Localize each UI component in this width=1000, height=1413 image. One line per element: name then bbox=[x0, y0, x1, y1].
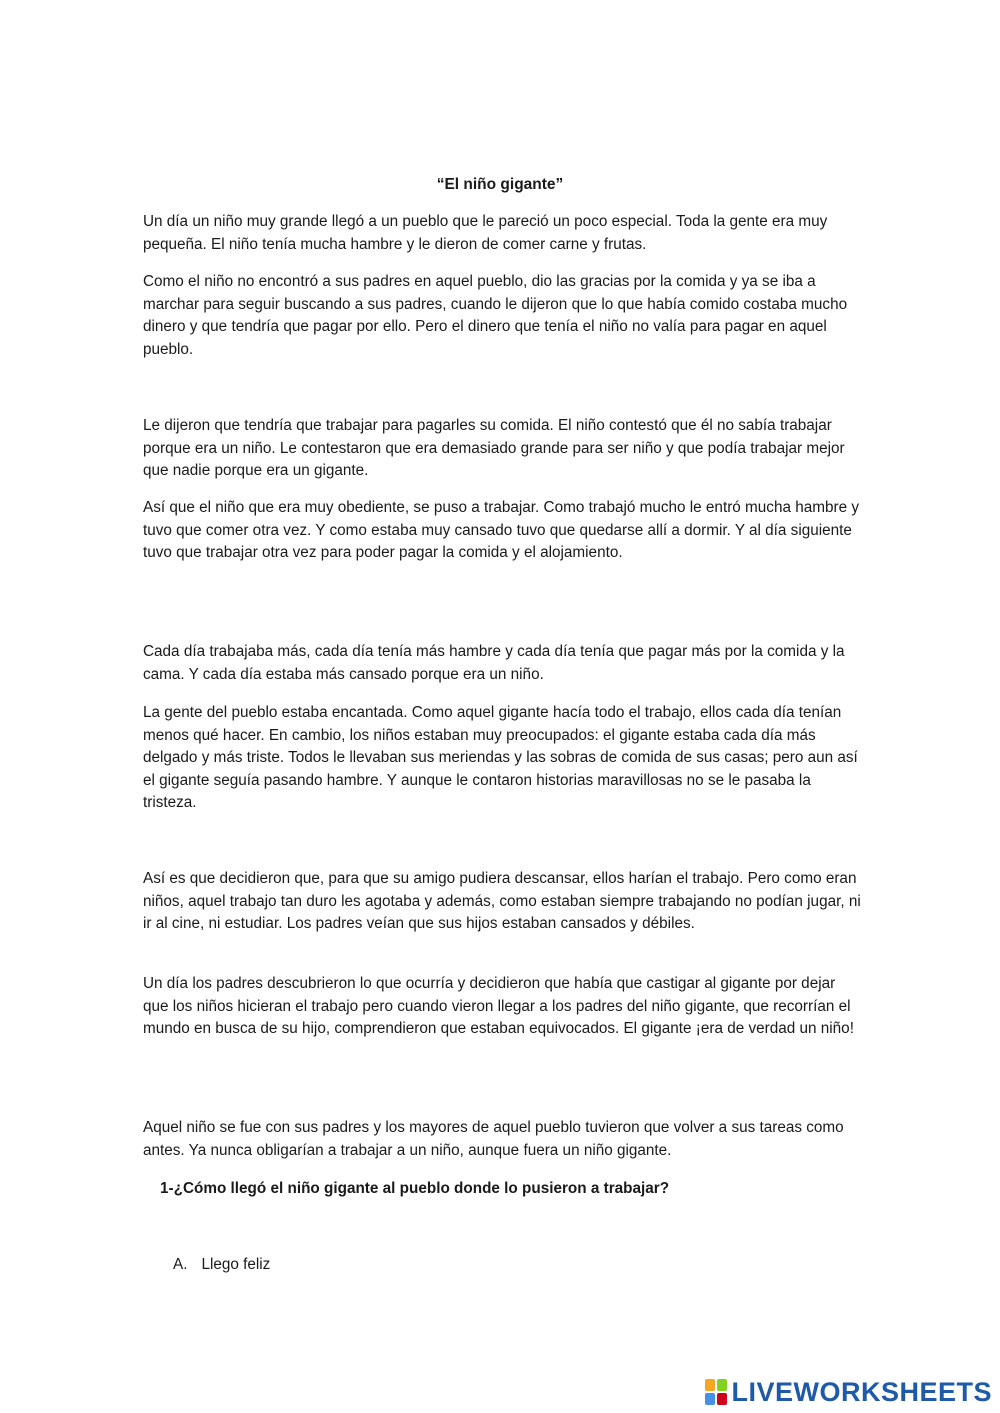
paragraph-7: Así es que decidieron que, para que su amigo pudiera descansar, ellos harían el trabajo. Pero como eran niños, aquel trabajo tan duro les agotaba y además, como estaban siempre trabajando no podían jugar, ni ir al cine, ni estudiar. Los padres veían que sus hijos estaban cansados y débiles. bbox=[143, 870, 861, 933]
question-1: 1-¿Cómo llegó el niño gigante al pueblo donde lo pusieron a trabajar? bbox=[160, 1180, 670, 1197]
brand-wordmark: LIVEWORKSHEETS bbox=[731, 1376, 992, 1407]
option-text: Llego feliz bbox=[201, 1256, 271, 1273]
paragraph-2: Como el niño no encontró a sus padres en aquel pueblo, dio las gracias por la comida y ya se iba a marchar para seguir buscando a sus padres, cuando le dijeron que lo que había comido costaba mucho dinero y que tendría que pagar por ello. Pero el dinero que tenía el niño no valía para pagar en aquel pueblo. bbox=[143, 273, 848, 358]
document-title: “El niño gigante” bbox=[436, 176, 564, 193]
paragraph-6: La gente del pueblo estaba encantada. Como aquel gigante hacía todo el trabajo, ellos cada día tenían menos qué hacer. En cambio, los niños estaban muy preocupados: el gigante estaba cada día más delgado y más triste. Todos le llevaban sus meriendas y las sobras de comida de sus casas; pero aun así el gigante seguía pasando hambre. Y aunque le contaron historias maravillosas no se le pasaba la tristeza. bbox=[143, 704, 858, 812]
option-letter: A. bbox=[173, 1256, 188, 1273]
paragraph-3: Le dijeron que tendría que trabajar para pagarles su comida. El niño contestó que él no sabía trabajar porque era un niño. Le contestaron que era demasiado grande para ser niño y que podía trabajar mejor que nadie porque era un gigante. bbox=[143, 417, 845, 480]
paragraph-1: Un día un niño muy grande llegó a un pueblo que le pareció un poco especial. Toda la gente era muy pequeña. El niño tenía mucha hambre y le dieron de comer carne y frutas. bbox=[143, 213, 828, 253]
liveworksheets-logo-icon bbox=[705, 1379, 727, 1405]
answer-option-a[interactable] bbox=[173, 1254, 270, 1276]
liveworksheets-brand bbox=[705, 1375, 992, 1409]
paragraph-9: Aquel niño se fue con sus padres y los mayores de aquel pueblo tuvieron que volver a sus tareas como antes. Ya nunca obligarían a trabajar a un niño, aunque fuera un niño gigante. bbox=[143, 1119, 844, 1159]
paragraph-4: Así que el niño que era muy obediente, se puso a trabajar. Como trabajó mucho le entró mucha hambre y tuvo que comer otra vez. Y como estaba muy cansado tuvo que quedarse allí a dormir. Y al día siguiente tuvo que trabajar otra vez para poder pagar la comida y el alojamiento. bbox=[143, 499, 859, 562]
paragraph-5: Cada día trabajaba más, cada día tenía más hambre y cada día tenía que pagar más por la comida y la cama. Y cada día estaba más cansado porque era un niño. bbox=[143, 643, 845, 683]
paragraph-8: Un día los padres descubrieron lo que ocurría y decidieron que había que castigar al gigante por dejar que los niños hicieran el trabajo pero cuando vieron llegar a los padres del niño gigante, que recorrían el mundo en busca de su hijo, comprendieron que estaban equivocados. El gigante ¡era de verdad un niño! bbox=[143, 975, 854, 1038]
